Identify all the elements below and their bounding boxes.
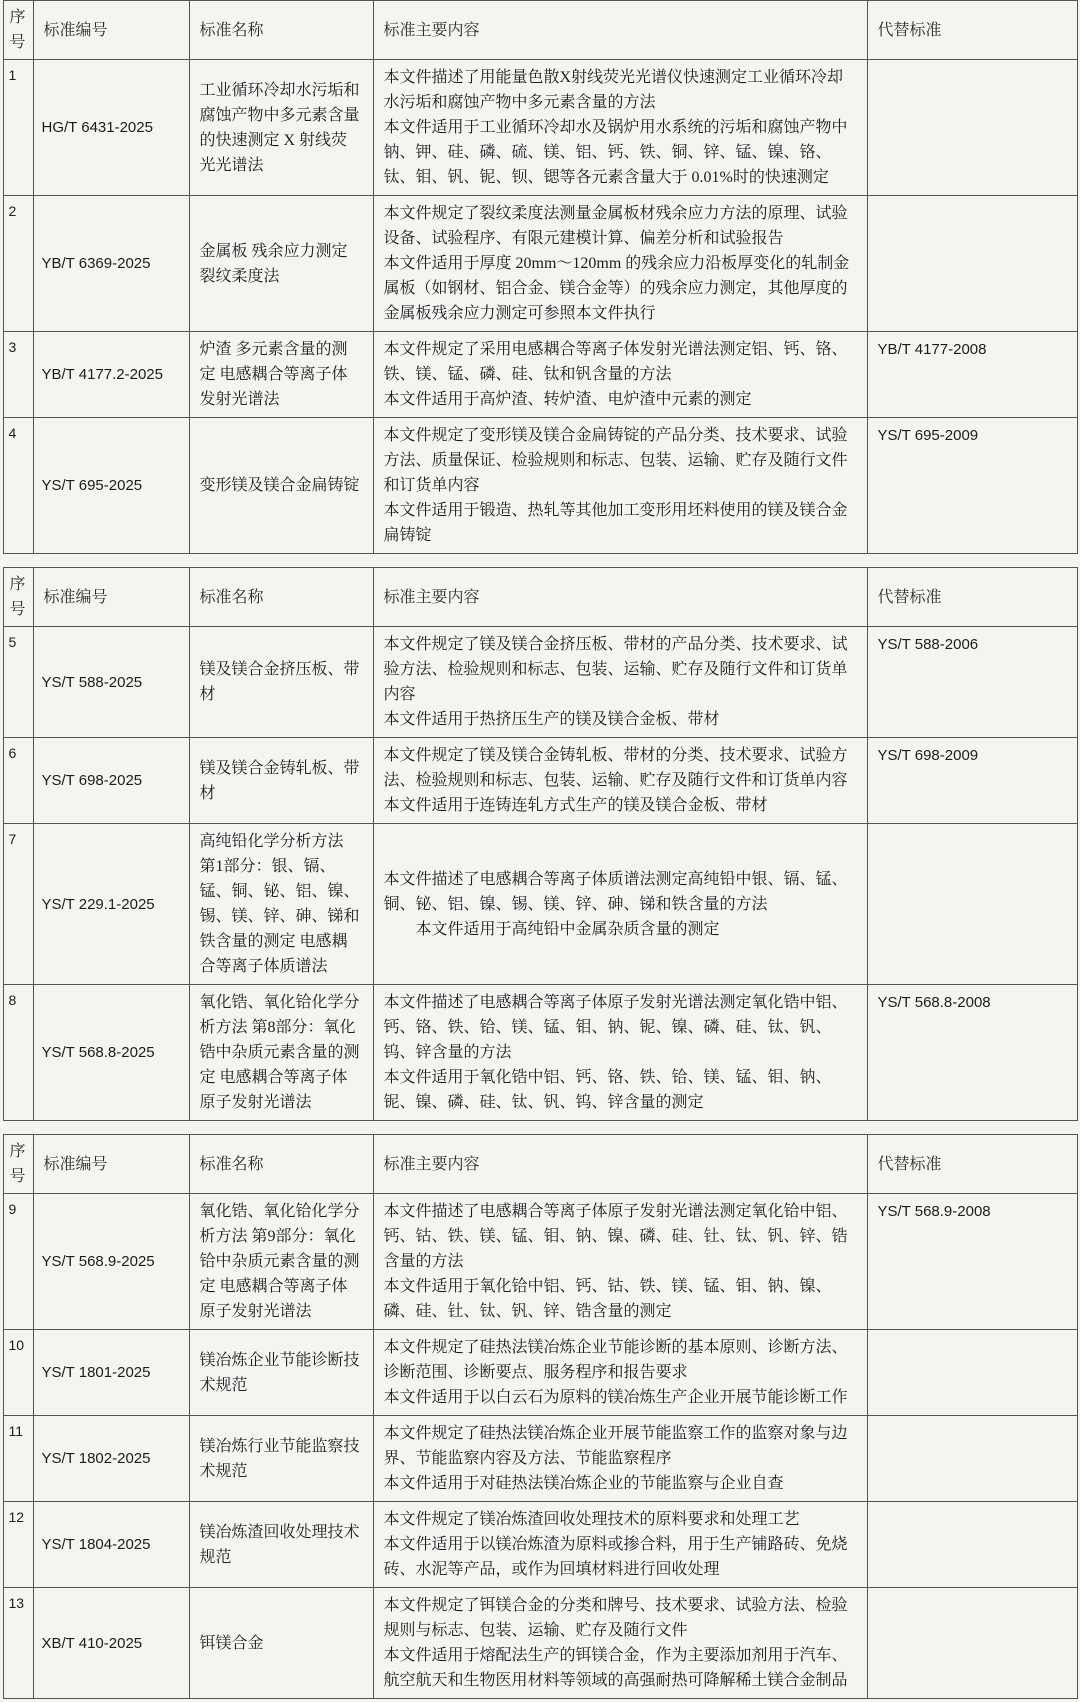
replaced-standard: YB/T 4177-2008 — [867, 332, 1077, 418]
column-header-content: 标准主要内容 — [373, 1, 867, 60]
row-number: 12 — [3, 1502, 33, 1588]
standards-table-1 — [3, 0, 1078, 554]
standard-content — [373, 824, 867, 985]
content-paragraph: 本文件适用于熔配法生产的铒镁合金，作为主要添加剂用于汽车、航空航天和生物医用材料等领域的高强耐热可降解稀土镁合金制品 — [383, 1647, 848, 1689]
header-row — [3, 1, 1077, 60]
standard-code: YB/T 4177.2-2025 — [33, 332, 189, 418]
table-row — [3, 196, 1077, 332]
row-number: 5 — [3, 627, 33, 738]
standard-content — [373, 1416, 867, 1502]
standard-content — [373, 738, 867, 824]
header-row — [3, 568, 1077, 627]
standard-code: YS/T 1804-2025 — [33, 1502, 189, 1588]
content-paragraph: 本文件适用于氧化锆中铝、钙、铬、铁、铪、镁、锰、钼、钠、铌、镍、磷、硅、钛、钒、钨、锌含量的测定 — [383, 1069, 832, 1111]
row-number: 4 — [3, 418, 33, 554]
content-paragraph: 本文件规定了镁及镁合金铸轧板、带材的分类、技术要求、试验方法、检验规则和标志、包装、运输、贮存及随行文件和订货单内容 — [383, 747, 848, 789]
table-row — [3, 985, 1077, 1121]
replaced-standard: YS/T 695-2009 — [867, 418, 1077, 554]
standard-content — [373, 1194, 867, 1330]
content-paragraph: 本文件描述了电感耦合等离子体质谱法测定高纯铅中银、镉、锰、铜、铋、铝、镍、锡、镁、锌、砷、锑和铁含量的方法 — [383, 870, 848, 913]
column-header-name: 标准名称 — [189, 1, 373, 60]
content-paragraph: 本文件规定了变形镁及镁合金扁铸锭的产品分类、技术要求、试验方法、质量保证、检验规则和标志、包装、运输、贮存及随行文件和订货单内容 — [383, 427, 848, 494]
standard-code: YS/T 698-2025 — [33, 738, 189, 824]
standard-code: YB/T 6369-2025 — [33, 196, 189, 332]
standard-code: YS/T 568.9-2025 — [33, 1194, 189, 1330]
row-number: 2 — [3, 196, 33, 332]
standard-name: 镁及镁合金挤压板、带材 — [189, 627, 373, 738]
standard-name: 镁冶炼企业节能诊断技术规范 — [189, 1330, 373, 1416]
standard-content — [373, 1330, 867, 1416]
standard-code: YS/T 1802-2025 — [33, 1416, 189, 1502]
standard-content — [373, 627, 867, 738]
row-number: 1 — [3, 60, 33, 196]
standard-name: 金属板 残余应力测定 裂纹柔度法 — [189, 196, 373, 332]
standard-code: YS/T 588-2025 — [33, 627, 189, 738]
table-row — [3, 627, 1077, 738]
column-header-replaces: 代替标准 — [867, 568, 1077, 627]
standard-content — [373, 985, 867, 1121]
standard-name: 变形镁及镁合金扁铸锭 — [189, 418, 373, 554]
row-number: 8 — [3, 985, 33, 1121]
replaced-standard — [867, 1502, 1077, 1588]
row-number: 11 — [3, 1416, 33, 1502]
column-header-code: 标准编号 — [33, 1, 189, 60]
table-row — [3, 1502, 1077, 1588]
column-header-content: 标准主要内容 — [373, 568, 867, 627]
standards-table-3 — [3, 1134, 1078, 1699]
column-header-replaces: 代替标准 — [867, 1, 1077, 60]
standard-code: YS/T 568.8-2025 — [33, 985, 189, 1121]
row-number: 3 — [3, 332, 33, 418]
content-paragraph: 本文件规定了铒镁合金的分类和牌号、技术要求、试验方法、检验规则与标志、包装、运输、贮存及随行文件 — [383, 1597, 848, 1639]
table-row — [3, 824, 1077, 985]
content-paragraph: 本文件描述了电感耦合等离子体原子发射光谱法测定氧化铪中铝、钙、钴、铁、镁、锰、钼、钠、镍、磷、硅、钍、钛、钒、锌、锆含量的方法 — [383, 1203, 848, 1270]
content-paragraph: 本文件适用于氧化铪中铝、钙、钴、铁、镁、锰、钼、钠、镍、磷、硅、钍、钛、钒、锌、锆含量的测定 — [383, 1278, 832, 1320]
column-header-name: 标准名称 — [189, 568, 373, 627]
table-row — [3, 418, 1077, 554]
column-header-code: 标准编号 — [33, 1135, 189, 1194]
table-row — [3, 60, 1077, 196]
replaced-standard: YS/T 588-2006 — [867, 627, 1077, 738]
content-paragraph: 本文件描述了电感耦合等离子体原子发射光谱法测定氧化锆中铝、钙、铬、铁、铪、镁、锰、钼、钠、铌、镍、磷、硅、钛、钒、钨、锌含量的方法 — [383, 994, 848, 1061]
standard-content — [373, 1588, 867, 1699]
table-row — [3, 1330, 1077, 1416]
column-header-name: 标准名称 — [189, 1135, 373, 1194]
row-number: 6 — [3, 738, 33, 824]
table-row — [3, 332, 1077, 418]
content-paragraph: 本文件适用于锻造、热轧等其他加工变形用坯料使用的镁及镁合金扁铸锭 — [383, 502, 848, 544]
content-paragraph: 本文件适用于以白云石为原料的镁冶炼生产企业开展节能诊断工作 — [383, 1389, 848, 1406]
content-paragraph: 本文件描述了用能量色散X射线荧光光谱仪快速测定工业循环冷却水污垢和腐蚀产物中多元素含量的方法 — [383, 69, 844, 111]
standard-code: HG/T 6431-2025 — [33, 60, 189, 196]
standard-name: 氧化锆、氧化铪化学分析方法 第9部分：氧化铪中杂质元素含量的测定 电感耦合等离子体原子发射光谱法 — [189, 1194, 373, 1330]
content-paragraph: 本文件规定了硅热法镁冶炼企业开展节能监察工作的监察对象与边界、节能监察内容及方法、节能监察程序 — [383, 1425, 848, 1467]
replaced-standard: YS/T 698-2009 — [867, 738, 1077, 824]
content-paragraph: 本文件适用于工业循环冷却水及锅炉用水系统的污垢和腐蚀产物中钠、钾、硅、磷、硫、镁、铝、钙、铁、铜、锌、锰、镍、铬、钛、钼、钒、铌、钡、锶等各元素含量大于 0.01%时的快速测定 — [383, 119, 848, 186]
table-row — [3, 1588, 1077, 1699]
standard-content — [373, 332, 867, 418]
standard-name: 镁及镁合金铸轧板、带材 — [189, 738, 373, 824]
standards-table-2 — [3, 567, 1078, 1121]
standard-content — [373, 418, 867, 554]
column-header-code: 标准编号 — [33, 568, 189, 627]
standard-code: YS/T 229.1-2025 — [33, 824, 189, 985]
column-header-no: 序号 — [3, 568, 33, 627]
content-paragraph: 本文件规定了裂纹柔度法测量金属板材残余应力方法的原理、试验设备、试验程序、有限元建模计算、偏差分析和试验报告 — [383, 205, 848, 247]
content-paragraph: 本文件规定了硅热法镁冶炼企业节能诊断的基本原则、诊断方法、诊断范围、诊断要点、服务程序和报告要求 — [383, 1339, 848, 1381]
content-paragraph: 本文件适用于厚度 20mm～120mm 的残余应力沿板厚变化的轧制金属板（如钢材、铝合金、镁合金等）的残余应力测定，其他厚度的金属板残余应力测定可参照本文件执行 — [383, 255, 850, 322]
row-number: 10 — [3, 1330, 33, 1416]
replaced-standard — [867, 824, 1077, 985]
content-paragraph: 本文件适用于高纯铅中金属杂质含量的测定 — [383, 920, 720, 938]
standard-content — [373, 196, 867, 332]
content-paragraph: 本文件适用于对硅热法镁冶炼企业的节能监察与企业自查 — [383, 1475, 784, 1492]
standard-name: 镁冶炼渣回收处理技术规范 — [189, 1502, 373, 1588]
table-row — [3, 1194, 1077, 1330]
row-number: 9 — [3, 1194, 33, 1330]
standard-content — [373, 60, 867, 196]
column-header-no: 序号 — [3, 1135, 33, 1194]
column-header-no: 序号 — [3, 1, 33, 60]
standard-name: 高纯铅化学分析方法 第1部分：银、镉、锰、铜、铋、铝、镍、锡、镁、锌、砷、锑和铁含量的测定 电感耦合等离子体质谱法 — [189, 824, 373, 985]
standard-name: 氧化锆、氧化铪化学分析方法 第8部分：氧化锆中杂质元素含量的测定 电感耦合等离子体原子发射光谱法 — [189, 985, 373, 1121]
content-paragraph: 本文件规定了镁冶炼渣回收处理技术的原料要求和处理工艺 — [383, 1511, 800, 1528]
standard-name: 炉渣 多元素含量的测定 电感耦合等离子体发射光谱法 — [189, 332, 373, 418]
replaced-standard — [867, 1330, 1077, 1416]
standard-code: YS/T 695-2025 — [33, 418, 189, 554]
content-paragraph: 本文件规定了采用电感耦合等离子体发射光谱法测定铝、钙、铬、铁、镁、锰、磷、硅、钛和钒含量的方法 — [383, 341, 848, 383]
replaced-standard — [867, 196, 1077, 332]
replaced-standard — [867, 1588, 1077, 1699]
table-row — [3, 1416, 1077, 1502]
content-paragraph: 本文件适用于高炉渣、转炉渣、电炉渣中元素的测定 — [383, 391, 752, 408]
replaced-standard: YS/T 568.9-2008 — [867, 1194, 1077, 1330]
content-paragraph: 本文件适用于连铸连轧方式生产的镁及镁合金板、带材 — [383, 797, 768, 814]
standard-content — [373, 1502, 867, 1588]
standard-code: YS/T 1801-2025 — [33, 1330, 189, 1416]
replaced-standard — [867, 1416, 1077, 1502]
replaced-standard — [867, 60, 1077, 196]
table-row — [3, 738, 1077, 824]
standard-name: 工业循环冷却水污垢和腐蚀产物中多元素含量的快速测定 X 射线荧光光谱法 — [189, 60, 373, 196]
header-row — [3, 1135, 1077, 1194]
content-paragraph: 本文件适用于以镁冶炼渣为原料或掺合料，用于生产铺路砖、免烧砖、水泥等产品，或作为回填材料进行回收处理 — [383, 1536, 848, 1578]
column-header-replaces: 代替标准 — [867, 1135, 1077, 1194]
standard-name: 镁冶炼行业节能监察技术规范 — [189, 1416, 373, 1502]
column-header-content: 标准主要内容 — [373, 1135, 867, 1194]
content-paragraph: 本文件规定了镁及镁合金挤压板、带材的产品分类、技术要求、试验方法、检验规则和标志、包装、运输、贮存及随行文件和订货单内容 — [383, 636, 848, 703]
row-number: 13 — [3, 1588, 33, 1699]
replaced-standard: YS/T 568.8-2008 — [867, 985, 1077, 1121]
standard-code: XB/T 410-2025 — [33, 1588, 189, 1699]
standard-name: 铒镁合金 — [189, 1588, 373, 1699]
content-paragraph: 本文件适用于热挤压生产的镁及镁合金板、带材 — [383, 711, 720, 728]
row-number: 7 — [3, 824, 33, 985]
